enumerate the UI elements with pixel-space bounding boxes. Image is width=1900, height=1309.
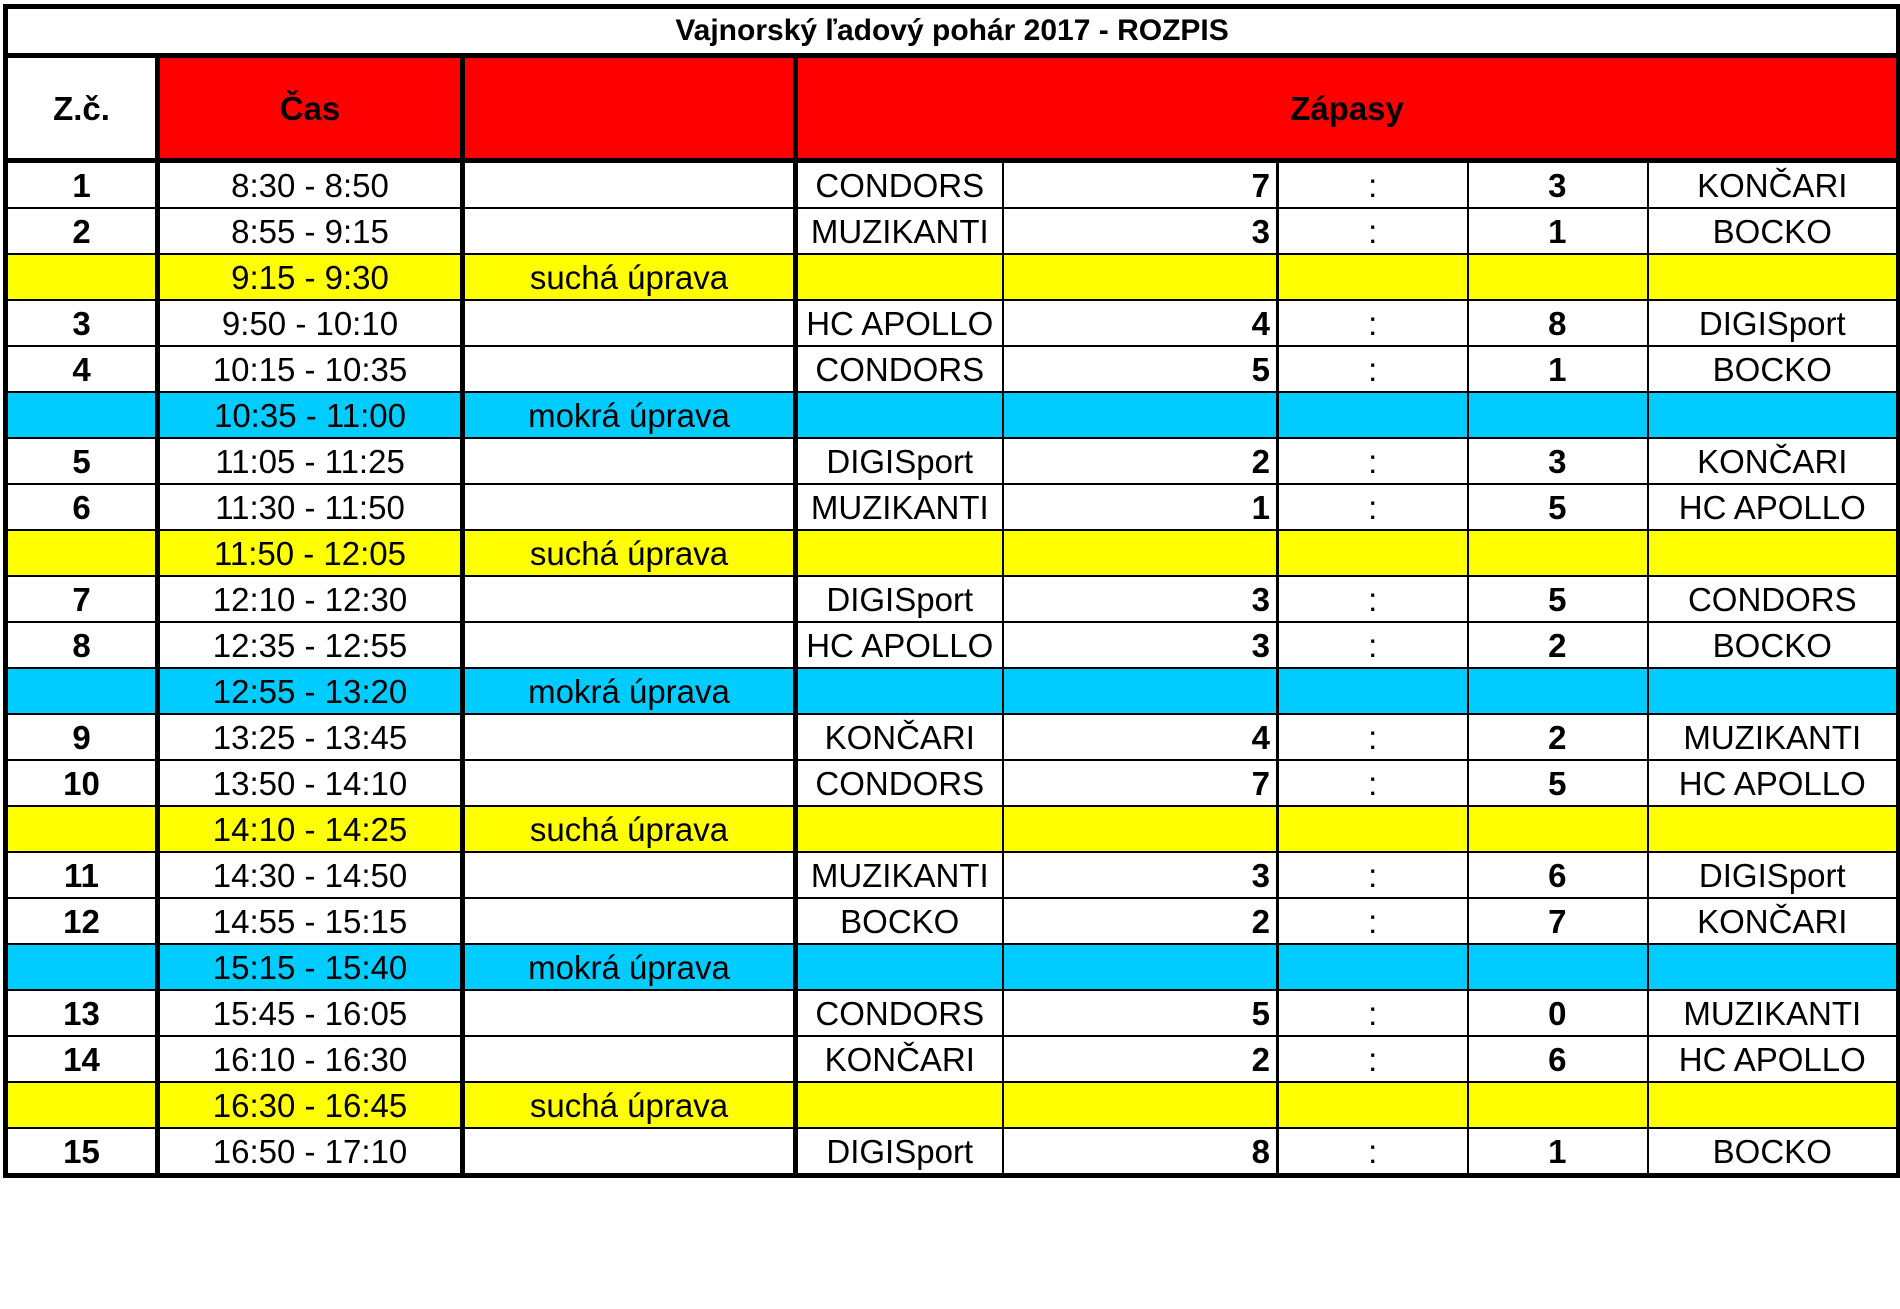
- away-score: [1468, 1082, 1648, 1128]
- match-number: [6, 1082, 158, 1128]
- away-score: [1468, 530, 1648, 576]
- away-score: [1468, 392, 1648, 438]
- match-number: 14: [6, 1036, 158, 1082]
- time-slot: 8:30 - 8:50: [158, 161, 463, 209]
- maintenance-note: [463, 622, 796, 668]
- match-row: [6, 852, 1899, 898]
- home-score: 7: [1003, 760, 1278, 806]
- maintenance-note: [463, 852, 796, 898]
- score-separator: [1278, 806, 1468, 852]
- home-score: 2: [1003, 438, 1278, 484]
- schedule-body: [6, 161, 1899, 1176]
- away-team: HC APOLLO: [1648, 484, 1899, 530]
- home-score: [1003, 806, 1278, 852]
- away-score: 2: [1468, 622, 1648, 668]
- match-number: 5: [6, 438, 158, 484]
- away-score: 6: [1468, 1036, 1648, 1082]
- maintenance-note: suchá úprava: [463, 254, 796, 300]
- score-separator: [1278, 1082, 1468, 1128]
- time-slot: 14:55 - 15:15: [158, 898, 463, 944]
- match-number: [6, 254, 158, 300]
- header-row: [6, 56, 1899, 161]
- home-team: BOCKO: [796, 898, 1003, 944]
- maintenance-note: [463, 760, 796, 806]
- match-row: [6, 208, 1899, 254]
- away-score: 5: [1468, 484, 1648, 530]
- home-score: 3: [1003, 622, 1278, 668]
- time-slot: 15:15 - 15:40: [158, 944, 463, 990]
- home-score: [1003, 944, 1278, 990]
- score-separator: :: [1278, 898, 1468, 944]
- match-number: [6, 530, 158, 576]
- wet-resurface-row: [6, 668, 1899, 714]
- wet-resurface-row: [6, 392, 1899, 438]
- time-slot: 12:35 - 12:55: [158, 622, 463, 668]
- time-slot: 10:35 - 11:00: [158, 392, 463, 438]
- match-number: [6, 806, 158, 852]
- score-separator: :: [1278, 622, 1468, 668]
- away-score: 1: [1468, 346, 1648, 392]
- score-separator: :: [1278, 208, 1468, 254]
- time-slot: 12:10 - 12:30: [158, 576, 463, 622]
- maintenance-note: [463, 898, 796, 944]
- home-score: 4: [1003, 300, 1278, 346]
- match-row: [6, 898, 1899, 944]
- maintenance-note: [463, 1036, 796, 1082]
- maintenance-note: [463, 346, 796, 392]
- away-team: DIGISport: [1648, 300, 1899, 346]
- away-team: DIGISport: [1648, 852, 1899, 898]
- away-team: [1648, 944, 1899, 990]
- time-slot: 9:50 - 10:10: [158, 300, 463, 346]
- maintenance-note: [463, 208, 796, 254]
- away-team: BOCKO: [1648, 1128, 1899, 1176]
- score-separator: :: [1278, 346, 1468, 392]
- score-separator: :: [1278, 161, 1468, 209]
- home-score: 3: [1003, 576, 1278, 622]
- header-number: Z.č.: [6, 56, 158, 161]
- maintenance-note: mokrá úprava: [463, 668, 796, 714]
- home-team: [796, 530, 1003, 576]
- match-row: [6, 1128, 1899, 1176]
- away-team: KONČARI: [1648, 438, 1899, 484]
- away-team: BOCKO: [1648, 622, 1899, 668]
- away-score: 2: [1468, 714, 1648, 760]
- away-score: 1: [1468, 1128, 1648, 1176]
- home-team: [796, 668, 1003, 714]
- home-score: 7: [1003, 161, 1278, 209]
- maintenance-note: mokrá úprava: [463, 392, 796, 438]
- match-row: [6, 484, 1899, 530]
- time-slot: 14:30 - 14:50: [158, 852, 463, 898]
- away-score: 5: [1468, 760, 1648, 806]
- schedule-table: [3, 4, 1900, 1178]
- away-team: BOCKO: [1648, 208, 1899, 254]
- away-score: [1468, 944, 1648, 990]
- away-score: 1: [1468, 208, 1648, 254]
- away-team: [1648, 392, 1899, 438]
- home-score: 2: [1003, 1036, 1278, 1082]
- away-score: 8: [1468, 300, 1648, 346]
- sheet-title: Vajnorský ľadový pohár 2017 - ROZPIS: [6, 7, 1899, 56]
- wet-resurface-row: [6, 944, 1899, 990]
- time-slot: 10:15 - 10:35: [158, 346, 463, 392]
- match-number: 4: [6, 346, 158, 392]
- away-score: 6: [1468, 852, 1648, 898]
- away-team: BOCKO: [1648, 346, 1899, 392]
- score-separator: :: [1278, 438, 1468, 484]
- home-team: DIGISport: [796, 1128, 1003, 1176]
- home-score: 3: [1003, 208, 1278, 254]
- home-team: [796, 806, 1003, 852]
- score-separator: :: [1278, 300, 1468, 346]
- maintenance-note: suchá úprava: [463, 1082, 796, 1128]
- match-row: [6, 714, 1899, 760]
- time-slot: 16:50 - 17:10: [158, 1128, 463, 1176]
- match-number: 2: [6, 208, 158, 254]
- time-slot: 16:10 - 16:30: [158, 1036, 463, 1082]
- away-score: [1468, 668, 1648, 714]
- score-separator: :: [1278, 1128, 1468, 1176]
- match-number: 12: [6, 898, 158, 944]
- maintenance-note: [463, 484, 796, 530]
- score-separator: [1278, 530, 1468, 576]
- home-score: 5: [1003, 990, 1278, 1036]
- header-time: Čas: [158, 56, 463, 161]
- match-row: [6, 760, 1899, 806]
- home-team: HC APOLLO: [796, 300, 1003, 346]
- maintenance-note: [463, 576, 796, 622]
- home-team: MUZIKANTI: [796, 852, 1003, 898]
- match-row: [6, 438, 1899, 484]
- away-team: MUZIKANTI: [1648, 714, 1899, 760]
- match-row: [6, 1036, 1899, 1082]
- away-team: CONDORS: [1648, 576, 1899, 622]
- home-team: CONDORS: [796, 990, 1003, 1036]
- away-score: 5: [1468, 576, 1648, 622]
- match-number: 3: [6, 300, 158, 346]
- home-score: 5: [1003, 346, 1278, 392]
- home-score: [1003, 254, 1278, 300]
- home-team: MUZIKANTI: [796, 484, 1003, 530]
- dry-resurface-row: [6, 806, 1899, 852]
- score-separator: [1278, 668, 1468, 714]
- home-team: CONDORS: [796, 760, 1003, 806]
- home-team: DIGISport: [796, 438, 1003, 484]
- match-number: 10: [6, 760, 158, 806]
- score-separator: :: [1278, 760, 1468, 806]
- home-score: [1003, 392, 1278, 438]
- match-number: 8: [6, 622, 158, 668]
- home-team: KONČARI: [796, 1036, 1003, 1082]
- header-note: [463, 56, 796, 161]
- away-team: [1648, 668, 1899, 714]
- time-slot: 11:30 - 11:50: [158, 484, 463, 530]
- maintenance-note: [463, 438, 796, 484]
- score-separator: [1278, 944, 1468, 990]
- home-team: CONDORS: [796, 346, 1003, 392]
- score-separator: :: [1278, 484, 1468, 530]
- away-team: [1648, 806, 1899, 852]
- home-score: [1003, 668, 1278, 714]
- score-separator: :: [1278, 1036, 1468, 1082]
- away-team: KONČARI: [1648, 898, 1899, 944]
- match-row: [6, 576, 1899, 622]
- maintenance-note: [463, 300, 796, 346]
- time-slot: 14:10 - 14:25: [158, 806, 463, 852]
- score-separator: :: [1278, 852, 1468, 898]
- away-score: 3: [1468, 161, 1648, 209]
- away-score: 0: [1468, 990, 1648, 1036]
- match-number: 15: [6, 1128, 158, 1176]
- home-team: [796, 254, 1003, 300]
- header-matches: Zápasy: [796, 56, 1899, 161]
- home-score: 8: [1003, 1128, 1278, 1176]
- score-separator: :: [1278, 576, 1468, 622]
- match-number: 13: [6, 990, 158, 1036]
- time-slot: 9:15 - 9:30: [158, 254, 463, 300]
- time-slot: 11:05 - 11:25: [158, 438, 463, 484]
- maintenance-note: [463, 990, 796, 1036]
- home-score: 1: [1003, 484, 1278, 530]
- away-team: HC APOLLO: [1648, 760, 1899, 806]
- away-score: 7: [1468, 898, 1648, 944]
- time-slot: 11:50 - 12:05: [158, 530, 463, 576]
- match-number: [6, 392, 158, 438]
- time-slot: 13:50 - 14:10: [158, 760, 463, 806]
- dry-resurface-row: [6, 1082, 1899, 1128]
- maintenance-note: suchá úprava: [463, 806, 796, 852]
- match-number: 9: [6, 714, 158, 760]
- away-team: [1648, 254, 1899, 300]
- away-team: KONČARI: [1648, 161, 1899, 209]
- maintenance-note: [463, 714, 796, 760]
- match-row: [6, 346, 1899, 392]
- dry-resurface-row: [6, 530, 1899, 576]
- match-row: [6, 300, 1899, 346]
- home-score: 2: [1003, 898, 1278, 944]
- title-row: [6, 7, 1899, 56]
- match-row: [6, 622, 1899, 668]
- time-slot: 12:55 - 13:20: [158, 668, 463, 714]
- match-number: 6: [6, 484, 158, 530]
- time-slot: 8:55 - 9:15: [158, 208, 463, 254]
- home-team: DIGISport: [796, 576, 1003, 622]
- maintenance-note: mokrá úprava: [463, 944, 796, 990]
- home-team: CONDORS: [796, 161, 1003, 209]
- away-team: MUZIKANTI: [1648, 990, 1899, 1036]
- away-score: [1468, 806, 1648, 852]
- match-number: 11: [6, 852, 158, 898]
- home-team: [796, 392, 1003, 438]
- match-number: 7: [6, 576, 158, 622]
- score-separator: [1278, 254, 1468, 300]
- maintenance-note: [463, 161, 796, 209]
- time-slot: 15:45 - 16:05: [158, 990, 463, 1036]
- time-slot: 16:30 - 16:45: [158, 1082, 463, 1128]
- match-row: [6, 990, 1899, 1036]
- match-row: [6, 161, 1899, 209]
- away-team: HC APOLLO: [1648, 1036, 1899, 1082]
- away-score: [1468, 254, 1648, 300]
- home-team: MUZIKANTI: [796, 208, 1003, 254]
- home-team: [796, 1082, 1003, 1128]
- away-team: [1648, 530, 1899, 576]
- dry-resurface-row: [6, 254, 1899, 300]
- home-score: 3: [1003, 852, 1278, 898]
- away-score: 3: [1468, 438, 1648, 484]
- home-team: HC APOLLO: [796, 622, 1003, 668]
- score-separator: [1278, 392, 1468, 438]
- home-score: [1003, 1082, 1278, 1128]
- maintenance-note: [463, 1128, 796, 1176]
- match-number: [6, 944, 158, 990]
- home-score: 4: [1003, 714, 1278, 760]
- home-team: KONČARI: [796, 714, 1003, 760]
- match-number: 1: [6, 161, 158, 209]
- score-separator: :: [1278, 990, 1468, 1036]
- away-team: [1648, 1082, 1899, 1128]
- home-team: [796, 944, 1003, 990]
- home-score: [1003, 530, 1278, 576]
- time-slot: 13:25 - 13:45: [158, 714, 463, 760]
- score-separator: :: [1278, 714, 1468, 760]
- maintenance-note: suchá úprava: [463, 530, 796, 576]
- match-number: [6, 668, 158, 714]
